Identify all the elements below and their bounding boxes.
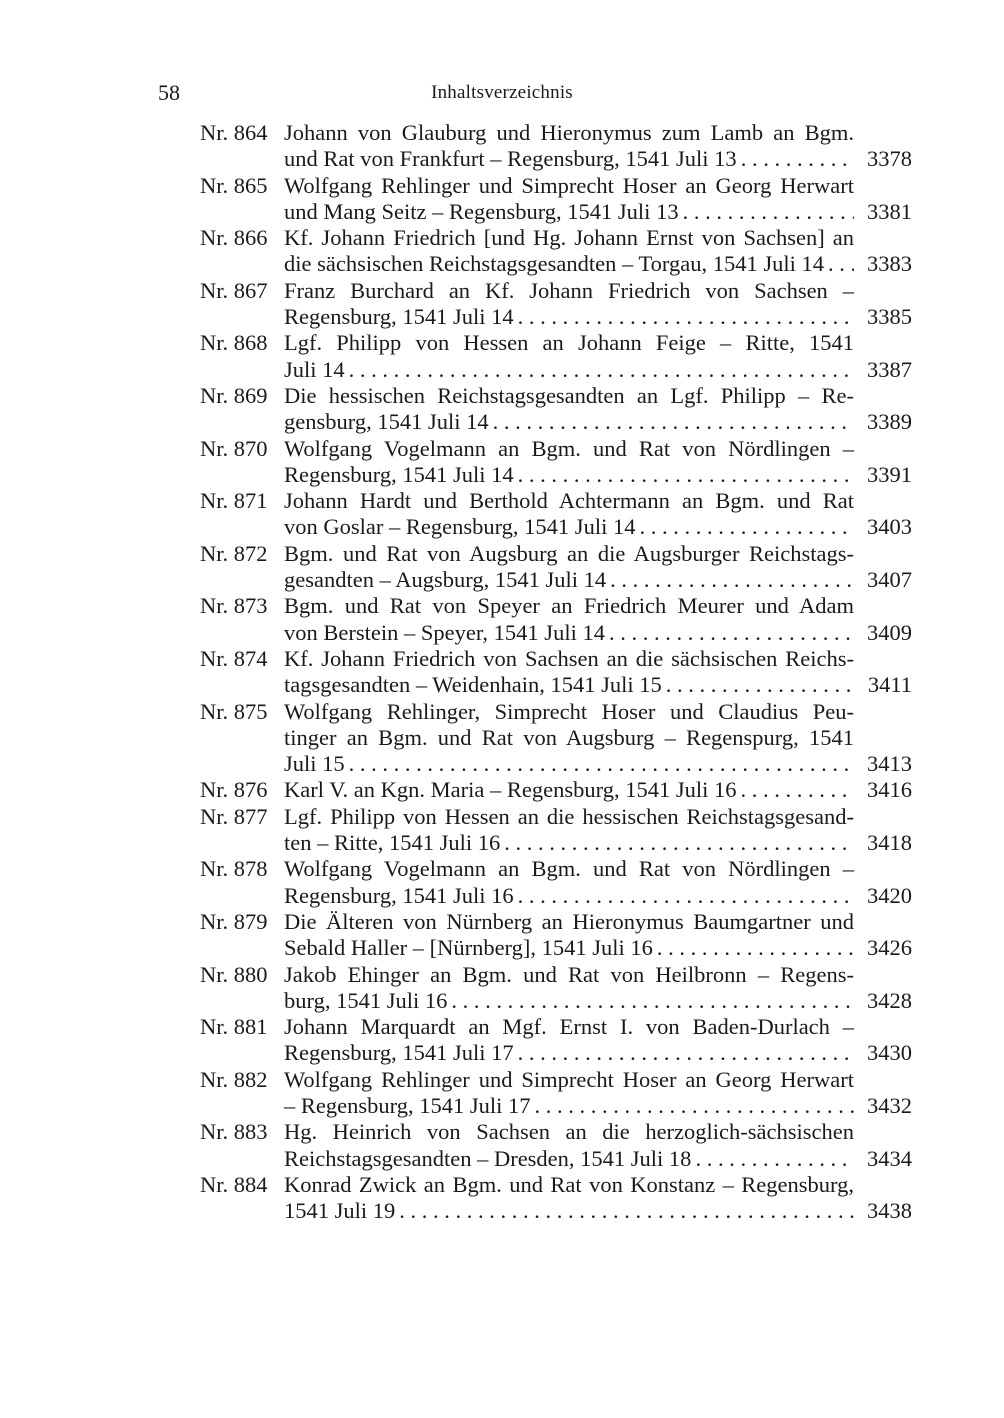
dot-leader <box>828 251 854 277</box>
toc-entry <box>200 1172 912 1225</box>
entry-page-number: 3428 <box>867 987 912 1013</box>
entry-number: Nr. 864 <box>200 120 268 145</box>
toc-entry <box>200 330 912 383</box>
dot-leader <box>504 830 854 856</box>
entry-number: Nr. 883 <box>200 1119 268 1145</box>
toc-entry <box>200 646 912 699</box>
entry-title-line <box>284 1040 854 1066</box>
entry-title-text: Regensburg, 1541 Juli 14 <box>284 304 514 330</box>
entry-number: Nr. 881 <box>200 1014 268 1040</box>
entry-title-text: Regensburg, 1541 Juli 16 <box>284 882 514 908</box>
entry-page-number: 3389 <box>867 409 912 435</box>
entry-title-line: Wolfgang Rehlinger und Simprecht Hoser an Georg Herwart <box>284 1066 854 1092</box>
dot-leader <box>657 935 854 961</box>
entry-title-text: Regensburg, 1541 Juli 14 <box>284 461 514 487</box>
dot-leader <box>399 1198 854 1224</box>
entry-title-line: Wolfgang Vogelmann an Bgm. und Rat von Nördlingen – <box>284 435 854 461</box>
entry-title <box>284 856 912 909</box>
toc-entry <box>200 804 912 857</box>
entry-page-number: 3416 <box>867 777 912 803</box>
entry-title <box>284 1172 912 1225</box>
entry-title-text: ten – Ritte, 1541 Juli 16 <box>284 830 501 856</box>
entry-title-line: Franz Burchard an Kf. Johann Friedrich von Sachsen – <box>284 277 854 303</box>
entry-title <box>284 646 912 699</box>
entry-title <box>284 1119 912 1172</box>
entry-title-line: Kf. Johann Friedrich von Sachsen an die sächsischen Reichs- <box>284 645 854 671</box>
entry-title-line: tinger an Bgm. und Rat von Augsburg – Regenspurg, 1541 <box>284 724 854 750</box>
entry-title-line: Bgm. und Rat von Speyer an Friedrich Meurer und Adam <box>284 593 854 619</box>
entry-title-line <box>284 199 854 225</box>
entry-title-line <box>284 777 854 803</box>
entry-page-number: 3430 <box>867 1040 912 1066</box>
entry-number: Nr. 884 <box>200 1171 268 1197</box>
entry-title-text: Juli 15 <box>284 751 345 777</box>
toc-entry <box>200 909 912 962</box>
toc-entry <box>200 436 912 489</box>
entry-number: Nr. 867 <box>200 277 268 303</box>
entry-page-number: 3383 <box>867 251 912 277</box>
entry-title <box>284 962 912 1015</box>
entry-title-line <box>284 1198 854 1224</box>
entry-number: Nr. 868 <box>200 330 268 356</box>
entry-title-line: Bgm. und Rat von Augsburg an die Augsburger Reichstags- <box>284 540 854 566</box>
entry-title-line: Die hessischen Reichstagsgesandten an Lgf. Philipp – Re- <box>284 382 854 408</box>
entry-title-text: Regensburg, 1541 Juli 17 <box>284 1040 514 1066</box>
entry-number: Nr. 879 <box>200 908 268 934</box>
entry-title-text: die sächsischen Reichstagsgesandten – Torgau, 1541 Juli 14 <box>284 251 824 277</box>
dot-leader <box>518 462 854 488</box>
entry-title <box>284 909 912 962</box>
entry-title-line <box>284 620 854 646</box>
entry-title-line: Lgf. Philipp von Hessen an die hessischen Reichstagsgesand- <box>284 803 854 829</box>
dot-leader <box>609 620 854 646</box>
entry-number: Nr. 865 <box>200 172 268 198</box>
entry-page-number: 3381 <box>867 198 912 224</box>
toc-entry <box>200 173 912 226</box>
toc-entry <box>200 1119 912 1172</box>
entry-number: Nr. 866 <box>200 225 268 251</box>
entry-title <box>284 225 912 278</box>
entry-page-number: 3420 <box>867 882 912 908</box>
dot-leader <box>518 304 854 330</box>
entry-title <box>284 1014 912 1067</box>
entry-title <box>284 699 912 778</box>
dot-leader <box>610 567 854 593</box>
entry-page-number: 3385 <box>867 304 912 330</box>
entry-title <box>284 488 912 541</box>
entry-title <box>284 383 912 436</box>
entry-title-line <box>284 567 854 593</box>
entry-page-number: 3387 <box>867 356 912 382</box>
entry-title-text: gensburg, 1541 Juli 14 <box>284 409 489 435</box>
entry-title <box>284 777 912 803</box>
entry-title-text: von Berstein – Speyer, 1541 Juli 14 <box>284 619 605 645</box>
entry-number: Nr. 882 <box>200 1066 268 1092</box>
entry-title <box>284 541 912 594</box>
toc-entry <box>200 962 912 1015</box>
dot-leader <box>695 1146 854 1172</box>
entry-title-line <box>284 251 854 277</box>
entry-title-line <box>284 409 854 435</box>
entry-title <box>284 278 912 331</box>
entry-title-line <box>284 830 854 856</box>
entry-title-line: Jakob Ehinger an Bgm. und Rat von Heilbronn – Regens- <box>284 961 854 987</box>
running-head: Inhaltsverzeichnis <box>431 82 573 103</box>
dot-leader <box>349 357 854 383</box>
entry-page-number: 3418 <box>867 830 912 856</box>
toc-entry <box>200 1014 912 1067</box>
entry-title-text: Karl V. an Kgn. Maria – Regensburg, 1541 Juli 16 <box>284 777 737 803</box>
entry-title <box>284 804 912 857</box>
entry-title-line: Wolfgang Vogelmann an Bgm. und Rat von Nördlingen – <box>284 856 854 882</box>
entry-number: Nr. 875 <box>200 698 268 724</box>
entry-page-number: 3403 <box>867 514 912 540</box>
toc-entry <box>200 856 912 909</box>
toc-entry <box>200 541 912 594</box>
entry-title-line: Wolfgang Rehlinger, Simprecht Hoser und Claudius Peu- <box>284 698 854 724</box>
entry-title-line <box>284 1146 854 1172</box>
dot-leader <box>518 1040 854 1066</box>
entry-page-number: 3378 <box>867 146 912 172</box>
entry-title-line <box>284 935 854 961</box>
entry-number: Nr. 880 <box>200 961 268 987</box>
entry-title-line: Hg. Heinrich von Sachsen an die herzoglich-sächsischen <box>284 1119 854 1145</box>
dot-leader <box>683 199 854 225</box>
entry-title-line: Die Älteren von Nürnberg an Hieronymus Baumgartner und <box>284 908 854 934</box>
entry-title-line <box>284 672 854 698</box>
entry-page-number: 3391 <box>867 461 912 487</box>
entry-number: Nr. 871 <box>200 488 268 514</box>
entry-title-line <box>284 462 854 488</box>
entry-title-line <box>284 1093 854 1119</box>
entry-number: Nr. 876 <box>200 777 268 803</box>
entry-title-text: von Goslar – Regensburg, 1541 Juli 14 <box>284 514 636 540</box>
toc-entry <box>200 1067 912 1120</box>
toc-entry <box>200 488 912 541</box>
dot-leader <box>639 514 854 540</box>
entry-title-line <box>284 514 854 540</box>
entry-title-line: Johann von Glauburg und Hieronymus zum Lamb an Bgm. <box>284 120 854 145</box>
toc-entry <box>200 699 912 778</box>
entry-title-line <box>284 988 854 1014</box>
dot-leader <box>534 1093 854 1119</box>
entry-title-text: 1541 Juli 19 <box>284 1198 396 1224</box>
entry-title <box>284 120 912 173</box>
entry-number: Nr. 878 <box>200 856 268 882</box>
toc-entry <box>200 278 912 331</box>
table-of-contents <box>200 120 912 1224</box>
dot-leader <box>518 883 854 909</box>
entry-title-line <box>284 357 854 383</box>
toc-entry <box>200 383 912 436</box>
entry-title-text: und Rat von Frankfurt – Regensburg, 1541 Juli 13 <box>284 146 737 172</box>
entry-page-number: 3438 <box>867 1198 912 1224</box>
entry-number: Nr. 874 <box>200 645 268 671</box>
entry-title-text: gesandten – Augsburg, 1541 Juli 14 <box>284 567 607 593</box>
entry-title-line: Wolfgang Rehlinger und Simprecht Hoser an Georg Herwart <box>284 172 854 198</box>
entry-page-number: 3413 <box>867 751 912 777</box>
dot-leader <box>740 777 854 803</box>
entry-number: Nr. 877 <box>200 803 268 829</box>
toc-entry <box>200 777 912 803</box>
entry-title-text: Reichstagsgesandten – Dresden, 1541 Juli 18 <box>284 1145 692 1171</box>
dot-leader <box>493 409 854 435</box>
entry-title <box>284 593 912 646</box>
entry-number: Nr. 870 <box>200 435 268 461</box>
toc-entry <box>200 593 912 646</box>
entry-page-number: 3432 <box>867 1092 912 1118</box>
entry-title-text: tagsgesandten – Weidenhain, 1541 Juli 15 <box>284 672 662 698</box>
entry-title <box>284 330 912 383</box>
entry-title-line: Johann Hardt und Berthold Achtermann an Bgm. und Rat <box>284 488 854 514</box>
entry-title-line: Johann Marquardt an Mgf. Ernst I. von Baden-Durlach – <box>284 1014 854 1040</box>
entry-title-line: Kf. Johann Friedrich [und Hg. Johann Ernst von Sachsen] an <box>284 225 854 251</box>
entry-title-line <box>284 146 854 172</box>
entry-page-number: 3407 <box>867 567 912 593</box>
entry-title-text: Juli 14 <box>284 356 345 382</box>
page-number: 58 <box>158 80 180 105</box>
entry-title-text: Sebald Haller – [Nürnberg], 1541 Juli 16 <box>284 935 653 961</box>
dot-leader <box>451 988 854 1014</box>
toc-entry <box>200 225 912 278</box>
entry-page-number: 3434 <box>867 1145 912 1171</box>
entry-title <box>284 173 912 226</box>
entry-title-line <box>284 883 854 909</box>
entry-title <box>284 436 912 489</box>
entry-title-line: Konrad Zwick an Bgm. und Rat von Konstanz – Regensburg, <box>284 1171 854 1197</box>
dot-leader <box>741 146 854 172</box>
entry-number: Nr. 869 <box>200 382 268 408</box>
dot-leader <box>349 751 854 777</box>
entry-page-number: 3426 <box>867 935 912 961</box>
toc-entry <box>200 120 912 173</box>
entry-number: Nr. 873 <box>200 593 268 619</box>
entry-title-line: Lgf. Philipp von Hessen an Johann Feige – Ritte, 1541 <box>284 330 854 356</box>
entry-page-number: 3411 <box>867 672 912 698</box>
entry-title <box>284 1067 912 1120</box>
entry-title-line <box>284 304 854 330</box>
entry-page-number: 3409 <box>867 619 912 645</box>
entry-title-text: burg, 1541 Juli 16 <box>284 987 448 1013</box>
entry-title-text: – Regensburg, 1541 Juli 17 <box>284 1092 531 1118</box>
entry-title-text: und Mang Seitz – Regensburg, 1541 Juli 13 <box>284 198 679 224</box>
dot-leader <box>666 672 854 698</box>
entry-number: Nr. 872 <box>200 540 268 566</box>
entry-title-line <box>284 751 854 777</box>
